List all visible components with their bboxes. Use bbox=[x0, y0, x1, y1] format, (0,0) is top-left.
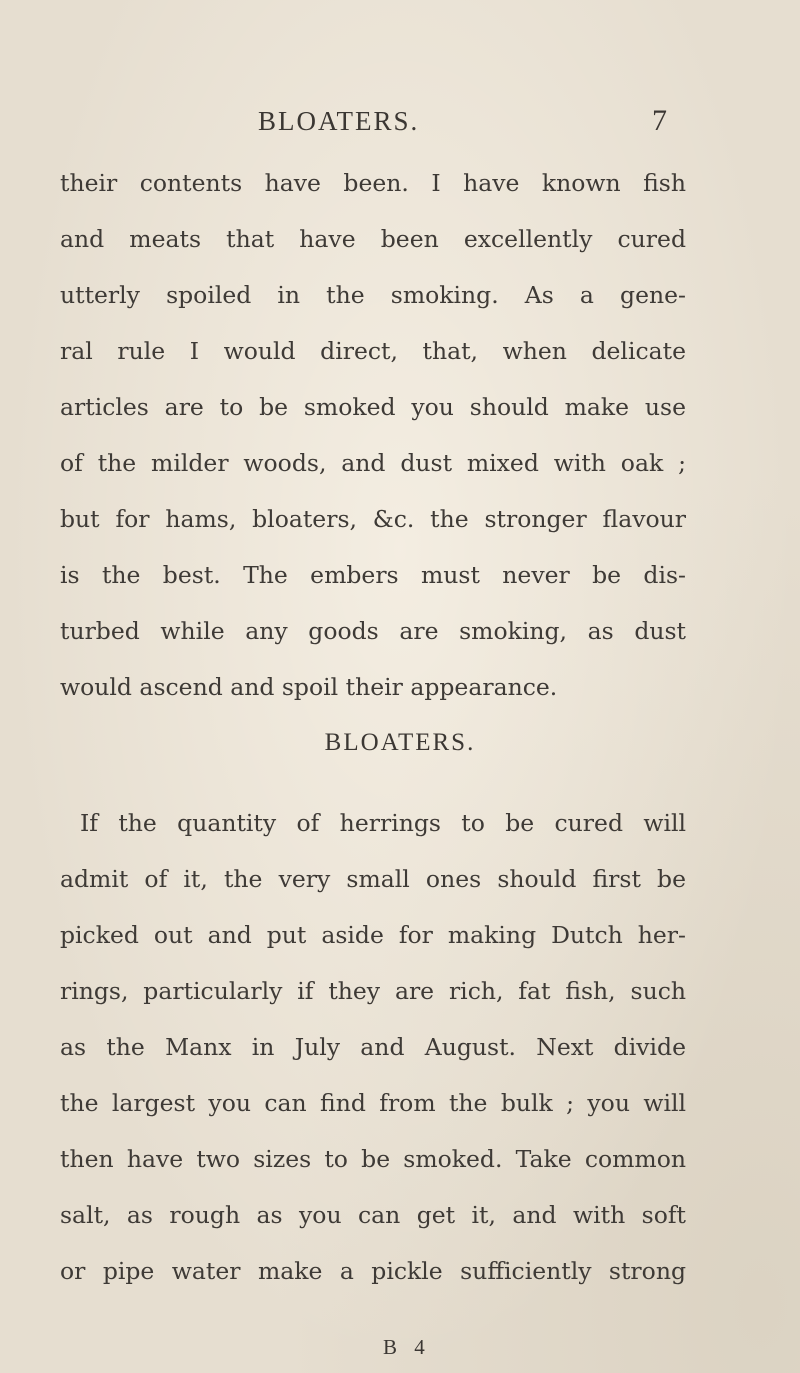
running-head bbox=[0, 106, 800, 136]
text-line: would ascend and spoil their appearance. bbox=[60, 673, 558, 701]
text-line: but for hams, bloaters, &c. the stronger flavour bbox=[60, 505, 686, 533]
text-line: of the milder woods, and dust mixed with oak ; bbox=[60, 449, 686, 477]
text-line: their contents have been. I have known fish bbox=[60, 169, 686, 197]
signature-text: B 4 bbox=[383, 1335, 431, 1359]
running-title: BLOATERS. bbox=[258, 106, 420, 136]
page-number: 7 bbox=[652, 104, 667, 137]
text-line: utterly spoiled in the smoking. As a gene- bbox=[60, 281, 686, 309]
paragraph-continued bbox=[60, 155, 686, 715]
paragraph-bloaters bbox=[60, 795, 686, 1299]
text-line: admit of it, the very small ones should first be bbox=[60, 865, 686, 893]
text-line: then have two sizes to be smoked. Take common bbox=[60, 1145, 686, 1173]
text-line: If the quantity of herrings to be cured will bbox=[80, 809, 686, 837]
text-line: ral rule I would direct, that, when delicate bbox=[60, 337, 686, 365]
text-line: picked out and put aside for making Dutch her- bbox=[60, 921, 686, 949]
section-heading: BLOATERS. bbox=[324, 729, 476, 756]
text-line: articles are to be smoked you should make use bbox=[60, 393, 686, 421]
text-line: is the best. The embers must never be dis- bbox=[60, 561, 686, 589]
text-line: and meats that have been excellently cured bbox=[60, 225, 686, 253]
text-line: salt, as rough as you can get it, and with soft bbox=[60, 1201, 686, 1229]
text-line: rings, particularly if they are rich, fat fish, such bbox=[60, 977, 686, 1005]
text-line: turbed while any goods are smoking, as dust bbox=[60, 617, 686, 645]
text-line: the largest you can find from the bulk ; you will bbox=[60, 1089, 686, 1117]
text-line: as the Manx in July and August. Next divide bbox=[60, 1033, 686, 1061]
text-line: or pipe water make a pickle sufficiently strong bbox=[60, 1257, 686, 1285]
